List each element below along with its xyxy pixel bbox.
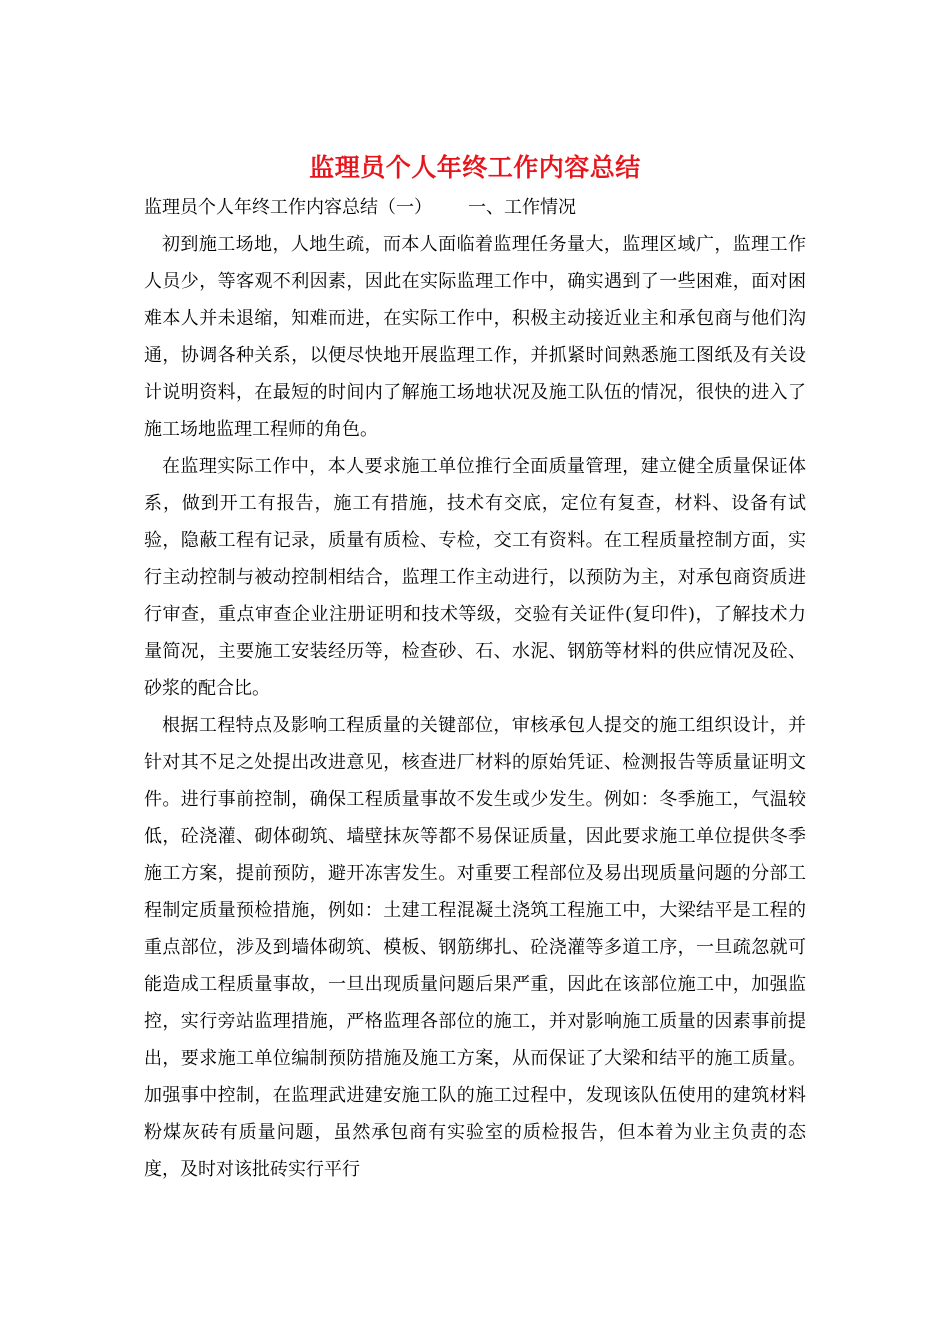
paragraph-1: 初到施工场地，人地生疏，而本人面临着监理任务量大，监理区域广，监理工作人员少，等客观不利因素，因此在实际监理工作中，确实遇到了一些困难，面对困难本人并未退缩，知难而进，在实际工作中，积极主动接近业主和承包商与他们沟通，协调各种关系，以便尽快地开展监理工作，并抓紧时间熟悉施工图纸及有关设计说明资料，在最短的时间内了解施工场地状况及施工队伍的情况，很快的进入了施工场地监理工程师的角色。 — [144, 234, 806, 440]
intro-subheading: 一、工作情况 — [468, 197, 576, 218]
paragraph-2: 在监理实际工作中，本人要求施工单位推行全面质量管理，建立健全质量保证体系，做到开工有报告，施工有措施，技术有交底，定位有复查，材料、设备有试验，隐蔽工程有记录，质量有质检、专检，交工有资料。在工程质量控制方面，实行主动控制与被动控制相结合，监理工作主动进行，以预防为主，对承包商资质进行审查，重点审查企业注册证明和技术等级，交验有关证件(复印件)，了解技术力量简况，主要施工安装经历等，检查砂、石、水泥、钢筋等材料的供应情况及砼、砂浆的配合比。 — [144, 456, 806, 699]
paragraph-3: 根据工程特点及影响工程质量的关键部位，审核承包人提交的施工组织设计，并针对其不足之处提出改进意见，核查进厂材料的原始凭证、检测报告等质量证明文件。进行事前控制，确保工程质量事故不发生或少发生。例如：冬季施工，气温较低，砼浇灌、砌体砌筑、墙壁抹灰等都不易保证质量，因此要求施工单位提供冬季施工方案，提前预防，避开冻害发生。对重要工程部位及易出现质量问题的分部工程制定质量预检措施，例如：土建工程混凝土浇筑工程施工中，大梁结平是工程的重点部位，涉及到墙体砌筑、模板、钢筋绑扎、砼浇灌等多道工序，一旦疏忽就可能造成工程质量事故，一旦出现质量问题后果严重，因此在该部位施工中，加强监控，实行旁站监理措施，严格监理各部位的施工，并对影响施工质量的因素事前提出，要求施工单位编制预防措施及施工方案，从而保证了大梁和结平的施工质量。加强事中控制，在监理武进建安施工队的施工过程中，发现该队伍使用的建筑材料粉煤灰砖有质量问题，虽然承包商有实验室的质检报告，但本着为业主负责的态度，及时对该批砖实行平行 — [144, 715, 806, 1180]
document-page — [144, 150, 806, 1188]
intro-line — [144, 190, 806, 226]
intro-heading: 监理员个人年终工作内容总结（一） — [144, 197, 432, 218]
document-title: 监理员个人年终工作内容总结 — [309, 153, 641, 182]
